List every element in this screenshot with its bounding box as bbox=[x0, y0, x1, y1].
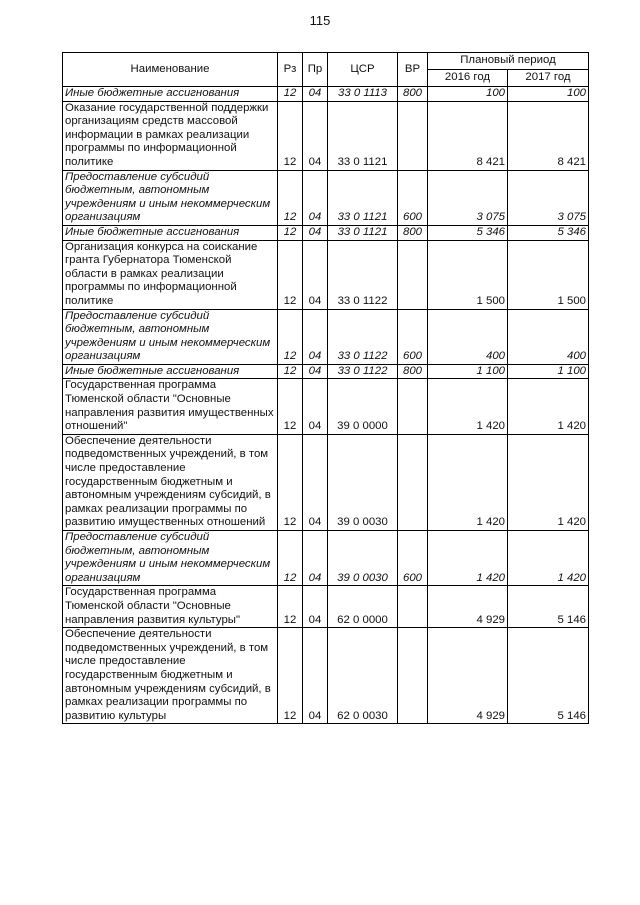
cell-name: Государственная программа Тюменской области "Основные направления развития имущественных отношений" bbox=[63, 379, 278, 434]
cell-rz: 12 bbox=[278, 101, 303, 170]
cell-rz: 12 bbox=[278, 364, 303, 379]
cell-name: Обеспечение деятельности подведомственных учреждений, в том числе предоставление государственным бюджетным и автономным учреждениям субсидий, в рамках реализации программы по развитию имущественных отношений bbox=[63, 434, 278, 530]
cell-csr: 33 0 1122 bbox=[328, 364, 398, 379]
cell-pr: 04 bbox=[303, 586, 328, 628]
cell-2016: 1 420 bbox=[428, 531, 508, 586]
header-vr: ВР bbox=[398, 53, 428, 87]
cell-pr: 04 bbox=[303, 170, 328, 225]
table-row bbox=[63, 101, 589, 170]
table-row bbox=[63, 379, 589, 434]
table-row bbox=[63, 434, 589, 530]
cell-name: Иные бюджетные ассигнования bbox=[63, 87, 278, 102]
page-number: 115 bbox=[309, 13, 331, 28]
budget-table bbox=[62, 52, 589, 724]
cell-2017: 5 146 bbox=[508, 628, 589, 724]
cell-name: Оказание государственной поддержки организациям средств массовой информации в рамках реализации программы по информационной политике bbox=[63, 101, 278, 170]
cell-2017: 1 500 bbox=[508, 240, 589, 309]
cell-vr bbox=[398, 379, 428, 434]
cell-vr bbox=[398, 434, 428, 530]
table-row bbox=[63, 364, 589, 379]
table-row bbox=[63, 240, 589, 309]
cell-pr: 04 bbox=[303, 309, 328, 364]
cell-2016: 1 420 bbox=[428, 379, 508, 434]
cell-name: Государственная программа Тюменской области "Основные направления развития культуры" bbox=[63, 586, 278, 628]
cell-rz: 12 bbox=[278, 240, 303, 309]
cell-2016: 4 929 bbox=[428, 586, 508, 628]
cell-csr: 33 0 1113 bbox=[328, 87, 398, 102]
cell-rz: 12 bbox=[278, 434, 303, 530]
cell-name: Предоставление субсидий бюджетным, автономным учреждениям и иным некоммерческим организациям bbox=[63, 531, 278, 586]
cell-csr: 39 0 0030 bbox=[328, 531, 398, 586]
cell-rz: 12 bbox=[278, 531, 303, 586]
cell-2017: 3 075 bbox=[508, 170, 589, 225]
header-planned-period: Плановый период bbox=[428, 53, 589, 70]
cell-rz: 12 bbox=[278, 586, 303, 628]
table-row bbox=[63, 586, 589, 628]
cell-2016: 1 100 bbox=[428, 364, 508, 379]
cell-vr: 800 bbox=[398, 87, 428, 102]
cell-2017: 5 346 bbox=[508, 225, 589, 240]
cell-name: Иные бюджетные ассигнования bbox=[63, 364, 278, 379]
cell-name: Предоставление субсидий бюджетным, автономным учреждениям и иным некоммерческим организациям bbox=[63, 309, 278, 364]
header-2016: 2016 год bbox=[428, 70, 508, 87]
header-2017: 2017 год bbox=[508, 70, 589, 87]
cell-csr: 39 0 0030 bbox=[328, 434, 398, 530]
cell-csr: 39 0 0000 bbox=[328, 379, 398, 434]
cell-vr bbox=[398, 628, 428, 724]
cell-2016: 5 346 bbox=[428, 225, 508, 240]
cell-2017: 100 bbox=[508, 87, 589, 102]
cell-2017: 1 420 bbox=[508, 379, 589, 434]
cell-name: Обеспечение деятельности подведомственных учреждений, в том числе предоставление государственным бюджетным и автономным учреждениям субсидий, в рамках реализации программы по развитию культуры bbox=[63, 628, 278, 724]
cell-2016: 3 075 bbox=[428, 170, 508, 225]
cell-rz: 12 bbox=[278, 170, 303, 225]
table-row bbox=[63, 87, 589, 102]
cell-vr: 600 bbox=[398, 531, 428, 586]
cell-pr: 04 bbox=[303, 101, 328, 170]
cell-pr: 04 bbox=[303, 379, 328, 434]
cell-2017: 1 420 bbox=[508, 531, 589, 586]
table-body bbox=[63, 87, 589, 724]
cell-csr: 62 0 0000 bbox=[328, 586, 398, 628]
cell-name: Предоставление субсидий бюджетным, автономным учреждениям и иным некоммерческим организациям bbox=[63, 170, 278, 225]
table-row bbox=[63, 170, 589, 225]
cell-csr: 33 0 1122 bbox=[328, 240, 398, 309]
cell-csr: 33 0 1121 bbox=[328, 101, 398, 170]
cell-2017: 400 bbox=[508, 309, 589, 364]
cell-csr: 33 0 1121 bbox=[328, 170, 398, 225]
cell-2016: 100 bbox=[428, 87, 508, 102]
cell-rz: 12 bbox=[278, 225, 303, 240]
cell-vr bbox=[398, 586, 428, 628]
cell-vr: 600 bbox=[398, 170, 428, 225]
cell-vr: 800 bbox=[398, 364, 428, 379]
cell-csr: 33 0 1122 bbox=[328, 309, 398, 364]
header-csr: ЦСР bbox=[328, 53, 398, 87]
cell-2017: 8 421 bbox=[508, 101, 589, 170]
header-name: Наименование bbox=[63, 53, 278, 87]
cell-rz: 12 bbox=[278, 309, 303, 364]
cell-pr: 04 bbox=[303, 628, 328, 724]
cell-2016: 4 929 bbox=[428, 628, 508, 724]
cell-2017: 1 100 bbox=[508, 364, 589, 379]
cell-name: Организация конкурса на соискание гранта Губернатора Тюменской области в рамках реализации программы по информационной политике bbox=[63, 240, 278, 309]
cell-pr: 04 bbox=[303, 87, 328, 102]
cell-pr: 04 bbox=[303, 434, 328, 530]
cell-csr: 33 0 1121 bbox=[328, 225, 398, 240]
cell-rz: 12 bbox=[278, 628, 303, 724]
cell-rz: 12 bbox=[278, 379, 303, 434]
cell-name: Иные бюджетные ассигнования bbox=[63, 225, 278, 240]
table-row bbox=[63, 225, 589, 240]
cell-vr: 600 bbox=[398, 309, 428, 364]
cell-2016: 1 420 bbox=[428, 434, 508, 530]
cell-vr bbox=[398, 101, 428, 170]
table-row bbox=[63, 531, 589, 586]
cell-2016: 8 421 bbox=[428, 101, 508, 170]
table-row bbox=[63, 628, 589, 724]
header-rz: Рз bbox=[278, 53, 303, 87]
cell-2017: 5 146 bbox=[508, 586, 589, 628]
cell-pr: 04 bbox=[303, 240, 328, 309]
cell-pr: 04 bbox=[303, 225, 328, 240]
cell-2017: 1 420 bbox=[508, 434, 589, 530]
cell-csr: 62 0 0030 bbox=[328, 628, 398, 724]
cell-2016: 1 500 bbox=[428, 240, 508, 309]
cell-pr: 04 bbox=[303, 531, 328, 586]
cell-rz: 12 bbox=[278, 87, 303, 102]
cell-vr bbox=[398, 240, 428, 309]
cell-vr: 800 bbox=[398, 225, 428, 240]
cell-pr: 04 bbox=[303, 364, 328, 379]
table-row bbox=[63, 309, 589, 364]
cell-2016: 400 bbox=[428, 309, 508, 364]
header-pr: Пр bbox=[303, 53, 328, 87]
